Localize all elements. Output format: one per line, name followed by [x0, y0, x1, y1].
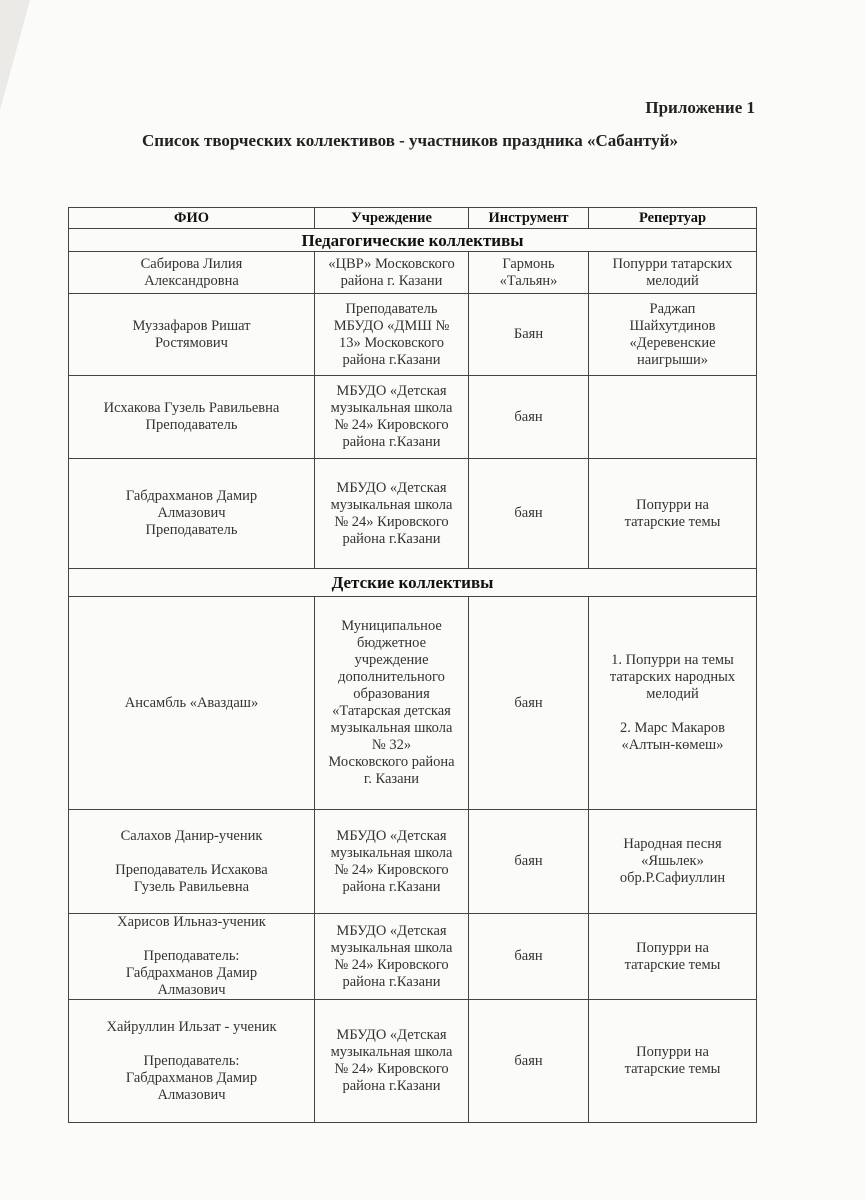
table-row [69, 252, 757, 294]
cell-repertoire: Раджап Шайхутдинов «Деревенские наигрыши» [589, 294, 757, 376]
section-row [69, 229, 757, 252]
cell-repertoire: Попурри татарских мелодий [589, 252, 757, 294]
cell-instrument: баян [469, 1000, 589, 1123]
document-title: Список творческих коллективов - участников праздника «Сабантуй» [142, 131, 678, 150]
header-repertoire: Репертуар [589, 208, 757, 229]
cell-institution: МБУДО «Детская музыкальная школа № 24» Кировского района г.Казани [315, 810, 469, 914]
table-row [69, 597, 757, 810]
page-fold-corner [0, 0, 30, 110]
section-title: Педагогические коллективы [69, 229, 757, 252]
participants-table [68, 207, 757, 1123]
cell-repertoire: Народная песня «Яшьлек» обр.Р.Сафиуллин [589, 810, 757, 914]
cell-instrument: Гармонь «Тальян» [469, 252, 589, 294]
cell-instrument: баян [469, 810, 589, 914]
section-title: Детские коллективы [69, 569, 757, 597]
cell-repertoire [589, 376, 757, 459]
cell-fio: Муззафаров Ришат Ростямович [69, 294, 315, 376]
table-row [69, 459, 757, 569]
header-instrument: Инструмент [469, 208, 589, 229]
cell-fio: Исхакова Гузель Равильевна Преподаватель [69, 376, 315, 459]
cell-repertoire: Попурри на татарские темы [589, 1000, 757, 1123]
cell-repertoire: Попурри на татарские темы [589, 459, 757, 569]
cell-fio: Габдрахманов Дамир Алмазович Преподаватель [69, 459, 315, 569]
cell-repertoire: Попурри на татарские темы [589, 914, 757, 1000]
cell-institution: МБУДО «Детская музыкальная школа № 24» Кировского района г.Казани [315, 914, 469, 1000]
header-institution: Учреждение [315, 208, 469, 229]
cell-fio: Харисов Ильназ-ученик Преподаватель: Габдрахманов Дамир Алмазович [69, 914, 315, 1000]
table-row [69, 810, 757, 914]
section-row [69, 569, 757, 597]
cell-institution: «ЦВР» Московского района г. Казани [315, 252, 469, 294]
cell-instrument: баян [469, 597, 589, 810]
cell-institution: МБУДО «Детская музыкальная школа № 24» Кировского района г.Казани [315, 459, 469, 569]
cell-fio: Сабирова Лилия Александровна [69, 252, 315, 294]
header-fio: ФИО [69, 208, 315, 229]
cell-institution: Преподаватель МБУДО «ДМШ № 13» Московского района г.Казани [315, 294, 469, 376]
table-header-row [69, 208, 757, 229]
table-row [69, 914, 757, 1000]
cell-institution: МБУДО «Детская музыкальная школа № 24» Кировского района г.Казани [315, 1000, 469, 1123]
cell-instrument: баян [469, 376, 589, 459]
cell-fio: Хайруллин Ильзат - ученик Преподаватель: Габдрахманов Дамир Алмазович [69, 1000, 315, 1123]
appendix-label: Приложение 1 [645, 98, 755, 117]
cell-fio: Салахов Данир-ученик Преподаватель Исхакова Гузель Равильевна [69, 810, 315, 914]
cell-fio: Ансамбль «Аваздаш» [69, 597, 315, 810]
table-row [69, 294, 757, 376]
cell-instrument: баян [469, 459, 589, 569]
cell-instrument: Баян [469, 294, 589, 376]
cell-institution: Муниципальное бюджетное учреждение дополнительного образования «Татарская детская музыкальная школа № 32» Московского района г. Казани [315, 597, 469, 810]
cell-instrument: баян [469, 914, 589, 1000]
table-row [69, 1000, 757, 1123]
cell-repertoire: 1. Попурри на темы татарских народных мелодий 2. Марс Макаров «Алтын-көмеш» [589, 597, 757, 810]
cell-institution: МБУДО «Детская музыкальная школа № 24» Кировского района г.Казани [315, 376, 469, 459]
table-row [69, 376, 757, 459]
